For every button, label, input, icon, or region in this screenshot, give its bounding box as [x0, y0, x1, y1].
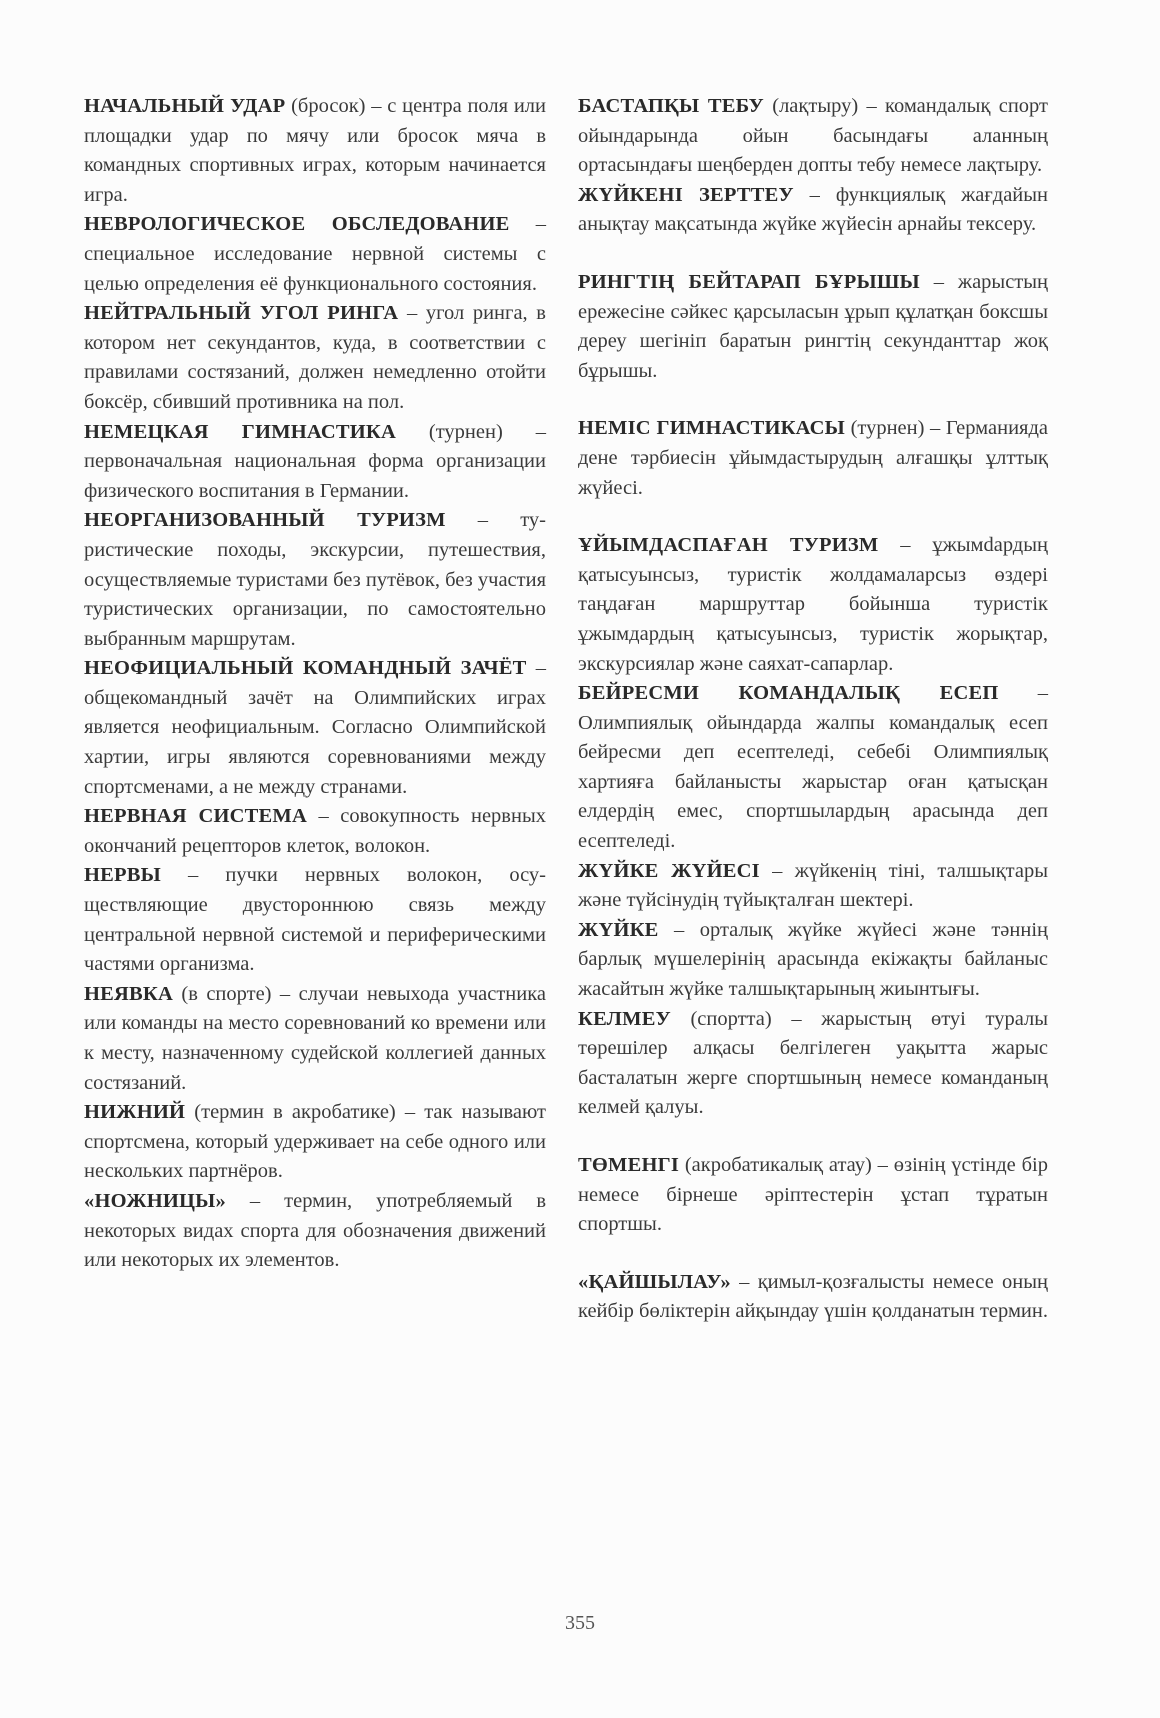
- entry-definition: (турнен) – первоначальная национальная форма организации физического воспитания в Германии.: [84, 420, 546, 502]
- entry-definition: (акробатикалық атау) – өзінің үстінде бір немесе бірнеше әріптестерін ұстап тұратын спортшы.: [578, 1154, 1048, 1236]
- entry-term: ЖҮЙКЕ ЖҮЙЕСІ: [578, 859, 760, 882]
- entry-neorganizovanny-turizm: [84, 506, 546, 654]
- entry-nervy: [84, 861, 546, 979]
- entry-definition: (лақтыру) – командалық спорт ойындарында ойын басындағы аланның ортасындағы шеңберден допты тебу немесе лақтыру.: [578, 95, 1048, 177]
- entry-uyymdaspagan-turizm: [578, 531, 1048, 679]
- entry-zhuyke: [578, 916, 1048, 1005]
- entry-definition: – қимыл-қозғалысты немесе оның кейбір бөліктерін айқындау үшін қолданатын термин.: [578, 1270, 1048, 1323]
- entry-term: БЕЙРЕСМИ КОМАНДАЛЫҚ ЕСЕП: [578, 682, 999, 705]
- left-column-russian: [84, 92, 546, 1276]
- entry-definition: – Олимпиялық ойындарда жалпы командалық есеп бейресми деп есептеледі, себебі Олимпиялық хартияға байланысты жарыстар оған қатысқан елдердің емес, спортшылардың арасында деп есептеледі.: [578, 682, 1048, 853]
- entry-definition: (в спорте) – случаи невыхода участника или команды на место соревнований ко времени или к месту, назначенному судейской коллегией данных состязаний.: [84, 982, 546, 1094]
- entry-term: РИНГТІҢ БЕЙТАРАП БҰРЫШЫ: [578, 270, 920, 293]
- entry-definition: – жарыстың ережесіне сәйкес қарсыласын ұрып құлатқан боксшы дереу шегініп баратын рингтің секунданттар жоқ бұрышы.: [578, 270, 1049, 382]
- entry-nemetskaya-gimnastika: [84, 418, 546, 507]
- entry-term: НЕЙТРАЛЬНЫЙ УГОЛ РИНГА: [84, 302, 399, 325]
- entry-definition: (турнен) – Германияда дене тәрбиесін ұйымдастырудың алғашқы ұлттық жүйесі.: [578, 417, 1049, 499]
- entry-term: НИЖНИЙ: [84, 1101, 186, 1124]
- entry-definition: (спортта) – жарыстың өтуі туралы төрешілер алқасы белгілеген уақытта жарыс басталатын жерге спортшының немесе команданың келмей қалуы.: [578, 1007, 1048, 1119]
- right-column-kazakh: [578, 92, 1048, 1327]
- entry-term: ЖҮЙКЕ: [578, 918, 659, 941]
- entry-definition: – угол ринга, в котором нет секундантов, куда, в соответствии с правилами состязаний, должен немедленно отойти боксёр, сбивший противника на пол.: [84, 302, 546, 413]
- entry-neyavka: [84, 980, 546, 1098]
- entry-term: НЕОРГАНИЗОВАННЫЙ ТУРИЗМ: [84, 509, 446, 532]
- entry-term: НЕРВЫ: [84, 864, 161, 887]
- entry-neofitsialny-zachet: [84, 654, 546, 802]
- entry-term: НЕМЕЦКАЯ ГИМНАСТИКА: [84, 420, 396, 443]
- entry-definition: – специальное исследование нервной системы с целью определения её функционального состояния.: [84, 213, 547, 295]
- entry-term: НЕРВНАЯ СИСТЕМА: [84, 805, 307, 828]
- entry-zhuykeni-zertteu: [578, 181, 1048, 240]
- entry-tomengi: [578, 1151, 1048, 1240]
- entry-term: НЕЯВКА: [84, 982, 173, 1005]
- entry-definition: (термин в акробатике) – так называют спортсмена, который удерживает на себе одного или нескольких партнёров.: [84, 1101, 546, 1183]
- entry-term: БАСТАПҚЫ ТЕБУ: [578, 95, 764, 117]
- entry-definition: – пучки нервных волокон, осуществляющие двустороннюю связь между центральной нервной системой и периферическими частями организма.: [84, 864, 546, 976]
- entry-nervnaya-sistema: [84, 802, 546, 861]
- entry-nachalny-udar: [84, 92, 546, 210]
- entry-ringtin-beytarap: [578, 268, 1048, 386]
- entry-zhuyke-zhuyesi: [578, 857, 1048, 916]
- entry-term: НЕМІС ГИМНАСТИКАСЫ: [578, 417, 845, 440]
- entry-term: ЖҮЙКЕНІ ЗЕРТТЕУ: [578, 183, 794, 206]
- entry-nozhnitsy: [84, 1187, 546, 1276]
- entry-term: «ҚАЙШЫЛАУ»: [578, 1270, 731, 1293]
- entry-term: КЕЛМЕУ: [578, 1007, 671, 1030]
- entry-bastapqy-tebu: [578, 92, 1048, 181]
- entry-term: «НОЖНИЦЫ»: [84, 1189, 226, 1212]
- entry-definition: – совокупность нервных окончаний рецепторов клеток, волокон.: [84, 805, 546, 857]
- entry-neytralny-ugol: [84, 299, 546, 417]
- entry-nevrologicheskoe: [84, 210, 546, 299]
- entry-term: ТӨМЕНГІ: [578, 1154, 680, 1176]
- entry-beyresmi-esep: [578, 679, 1048, 857]
- entry-definition: – орталық жүйке жүйесі және тәннің барлық мүшелерінің арасында екіжақты байланыс жасайтын жүйке талшықтарының жиынтығы.: [578, 918, 1048, 1001]
- entry-nizhny: [84, 1098, 546, 1187]
- entry-term: НЕВРОЛОГИЧЕСКОЕ ОБСЛЕДОВАНИЕ: [84, 213, 510, 236]
- entry-term: НЕОФИЦИАЛЬНЫЙ КОМАНДНЫЙ ЗАЧЁТ: [84, 657, 527, 680]
- entry-definition: – термин, употребляемый в некоторых видах спорта для обозначения движений или некоторых их элементов.: [84, 1189, 546, 1272]
- entry-definition: – туристические походы, экскурсии, путешествия, осуществляемые туристами без путёвок, без участия туристических организации, по самостоятельно выбранным маршрутам.: [84, 509, 546, 650]
- entry-definition: – ұжымdардың қатысуынсыз, туристік жолдамаларсыз өздері таңдаған маршруттар бойынша туристік ұжымдардың қатысуынсыз, туристік жорықтар, экскурсиялар және саяхат-сапарлар.: [578, 534, 1048, 675]
- entry-nemis-gimnastikasy: [578, 414, 1048, 503]
- entry-definition: – общекомандный зачёт на Олимпийских играх является неофициальным. Согласно Олимпийской хартии, игры являются соревнованиями между спортсменами, а не между странами.: [84, 657, 546, 798]
- entry-term: НАЧАЛЬНЫЙ УДАР: [84, 95, 286, 117]
- entry-term: ҰЙЫМДАСПАҒАН ТУРИЗМ: [578, 534, 879, 557]
- entry-definition: – функциялық жағдайын анықтау мақсатында жүйке жүйесін арнайы тексеру.: [578, 183, 1049, 236]
- page-number: 355: [565, 1612, 595, 1634]
- entry-definition: (бросок) – с центра поля или площадки удар по мячу или бросок мяча в командных спортивных играх, которым начинается игра.: [84, 95, 546, 206]
- entry-kelmeu: [578, 1005, 1048, 1123]
- entry-qayshylau: [578, 1268, 1048, 1327]
- entry-definition: – жүйкенің тіні, талшықтары және түйсінудің түйықталған шектері.: [578, 859, 1048, 912]
